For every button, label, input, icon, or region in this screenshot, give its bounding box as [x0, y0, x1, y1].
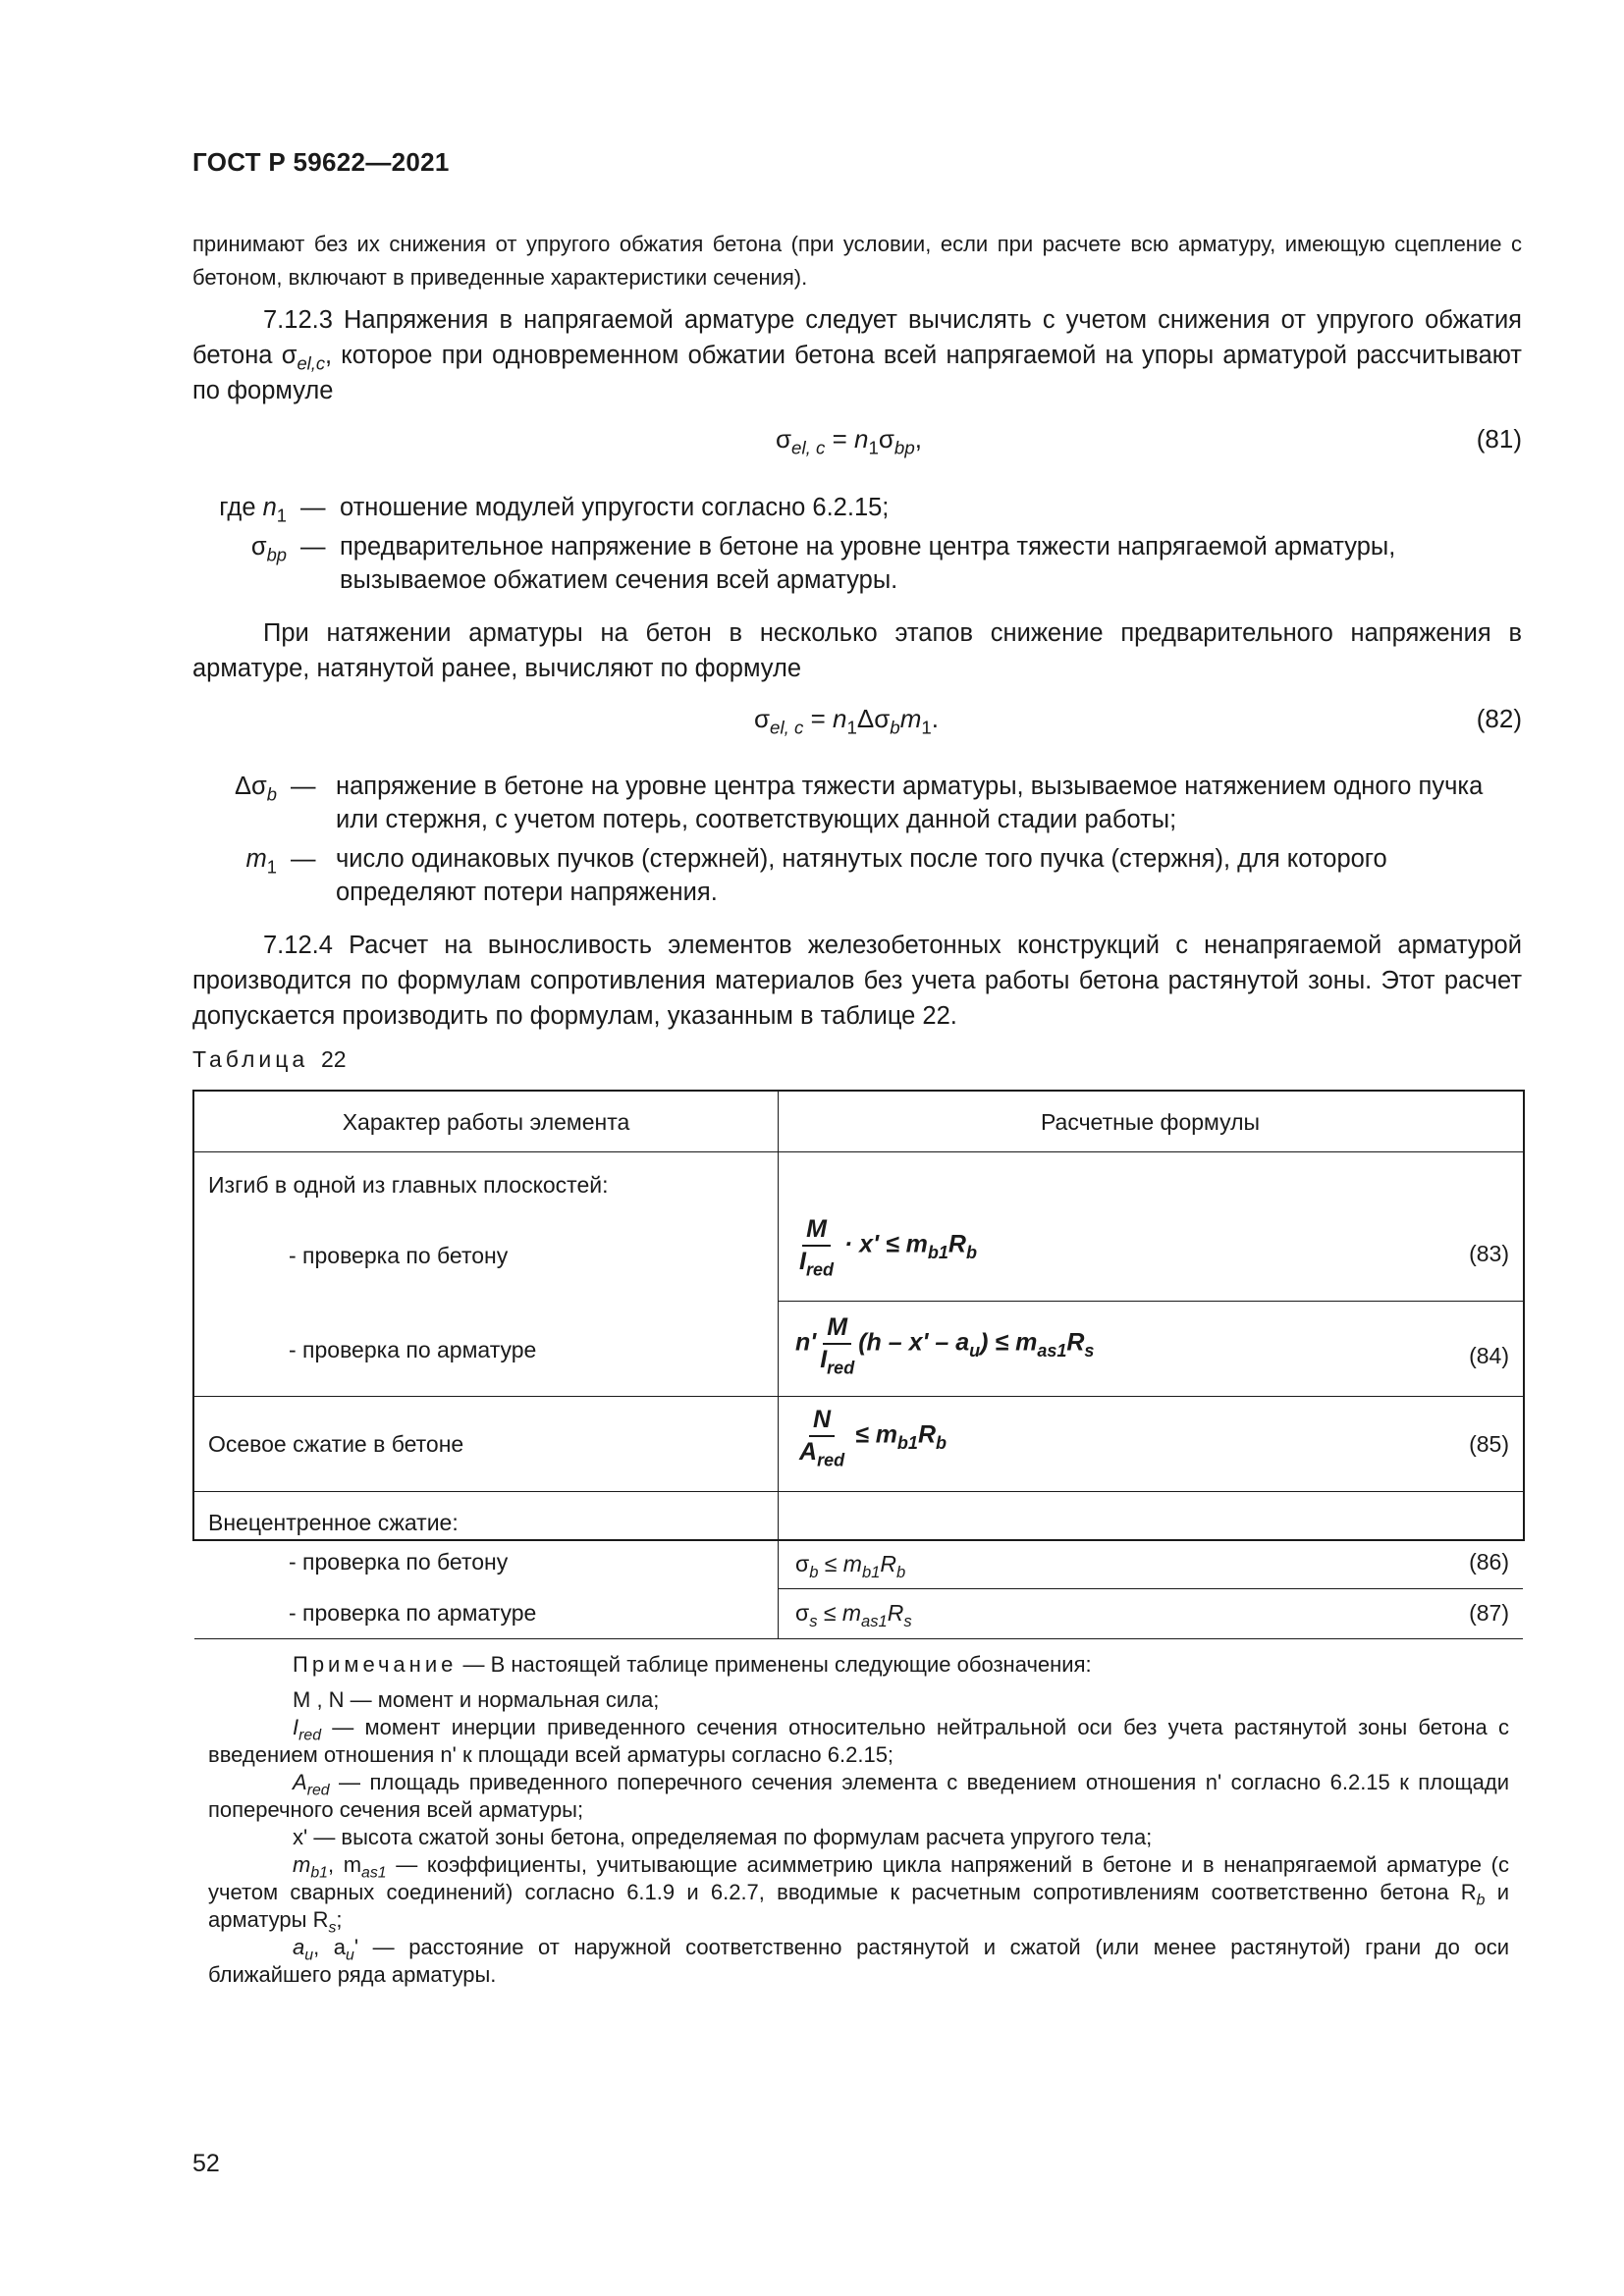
where-block-1	[192, 491, 1528, 597]
formula-81: $\sigma_{el, c} = n_1\sigma_{bp}$,	[776, 424, 922, 458]
row-label: - проверка по бетону	[289, 1549, 509, 1575]
formula-82-number: (82)	[1476, 704, 1522, 733]
formula-82: $\sigma_{el, c} = n_1\Delta\sigma_bm_1$.	[754, 704, 940, 738]
column-header: Расчетные формулы	[1040, 1109, 1261, 1135]
formula-86-number: (86)	[1469, 1549, 1509, 1575]
paragraph-continuation: принимают без их снижения от упругого обжатия бетона (при условии, если при расчете всю арматуру, имеющую сцепление с бетоном, включают в приведенные характеристики сечения).	[192, 232, 1522, 290]
row-label: Внецентренное сжатие:	[208, 1510, 459, 1535]
formula-87: $\sigma_s \le m_{as1}R_s$	[795, 1600, 912, 1630]
where-item: $\Delta\sigma_b$ — напряжение в бетоне на уровне центра тяжести арматуры, вызываемое натяжением одного пучка или стержня, с учетом потерь, соответствующих данной стадии работы;	[235, 773, 1484, 833]
formula-85-number: (85)	[1469, 1431, 1509, 1457]
column-header: Характер работы элемента	[342, 1109, 630, 1135]
table-note: Примечание — В настоящей таблице применены следующие обозначения: M , N — момент и нормальная сила; $I_{red}$ — момент инерции приведенного сечения относительно нейтральной оси без учета растянутой зоны бетона с введением отношения n' к площади всей арматуры согласно 6.2.15; $A_{red}$ — площадь приведенного поперечного сечения элемента с введением отношения n' согласно 6.2.15 к площади поперечного сечения всей арматуры; x' — высота сжатой зоны бетона, определяемая по формулам расчета упругого тела; $m_{b1}$, $m_{as1}$ — коэффициенты, учитывающие асимметрию цикла напряжений в бетоне и в ненапрягаемой арматуре (с учетом сварных соединений) согласно 6.1.9 и 6.2.7, вводимые к расчетным сопротивлениям соответственно бетона $R_b$ и арматуры $R_s$; $a_u$, $a_u'$ — расстояние от наружной соответственно растянутой и сжатой (или менее растянутой) грани до оси ближайшего ряда арматуры.	[208, 1652, 1510, 1987]
row-label: - проверка по бетону	[289, 1243, 509, 1268]
formula-87-number: (87)	[1469, 1600, 1509, 1626]
row-label: Осевое сжатие в бетоне	[208, 1431, 464, 1457]
formula-81-number: (81)	[1476, 424, 1522, 454]
table-22	[192, 1090, 1525, 1987]
row-label: - проверка по арматуре	[289, 1337, 537, 1362]
where-item: $m_1$ — число одинаковых пучков (стержней), натянутых после того пучка (стержня), для которого определяют потери напряжения.	[245, 845, 1387, 906]
row-label: - проверка по арматуре	[289, 1600, 537, 1626]
paragraph-7-12-4: 7.12.4 Расчет на выносливость элементов железобетонных конструкций с ненапрягаемой арматурой производится по формулам сопротивления материалов без учета работы бетона растянутой зоны. Этот расчет допускается производить по формулам, указанным в таблице 22.	[192, 932, 1522, 1030]
where-block-2	[192, 770, 1528, 909]
where-item: где $n_1$ — отношение модулей упругости согласно 6.2.15;	[219, 494, 890, 526]
formula-83-number: (83)	[1469, 1241, 1509, 1266]
paragraph-stage-tension: При натяжении арматуры на бетон в несколько этапов снижение предварительного напряжения в арматуре, натянутой ранее, вычисляют по формуле	[192, 619, 1522, 682]
formula-84-number: (84)	[1469, 1343, 1509, 1368]
document-header: ГОСТ Р 59622—2021	[192, 147, 450, 177]
formula-85: $\frac{N}{A_{red}}$ ≤ $m_{b1}R_b$	[799, 1406, 947, 1470]
page-number: 52	[192, 2150, 220, 2177]
table-caption: Таблица 22	[192, 1046, 347, 1072]
formula-83: $\frac{M}{I_{red}}$ · $x' \le m_{b1}R_b$	[799, 1215, 977, 1280]
formula-84: n' $\frac{M}{I_{red}}$ $(h - x' - a_u) \le m_{as1}R_s$	[795, 1313, 1095, 1378]
where-item: $\sigma_{bp}$ — предварительное напряжение в бетоне на уровне центра тяжести напрягаемой арматуры, вызываемое обжатием сечения всей арматуры.	[250, 533, 1396, 594]
paragraph-7-12-3: 7.12.3 Напряжения в напрягаемой арматуре следует вычислять с учетом снижения от упругого обжатия бетона $\sigma_{el,c}$, которое при одновременном обжатии бетона всей напрягаемой на упоры арматурой рассчитывают по формуле	[192, 306, 1522, 404]
row-label: Изгиб в одной из главных плоскостей:	[208, 1172, 609, 1198]
formula-86: $\sigma_b \le m_{b1}R_b$	[795, 1551, 906, 1581]
